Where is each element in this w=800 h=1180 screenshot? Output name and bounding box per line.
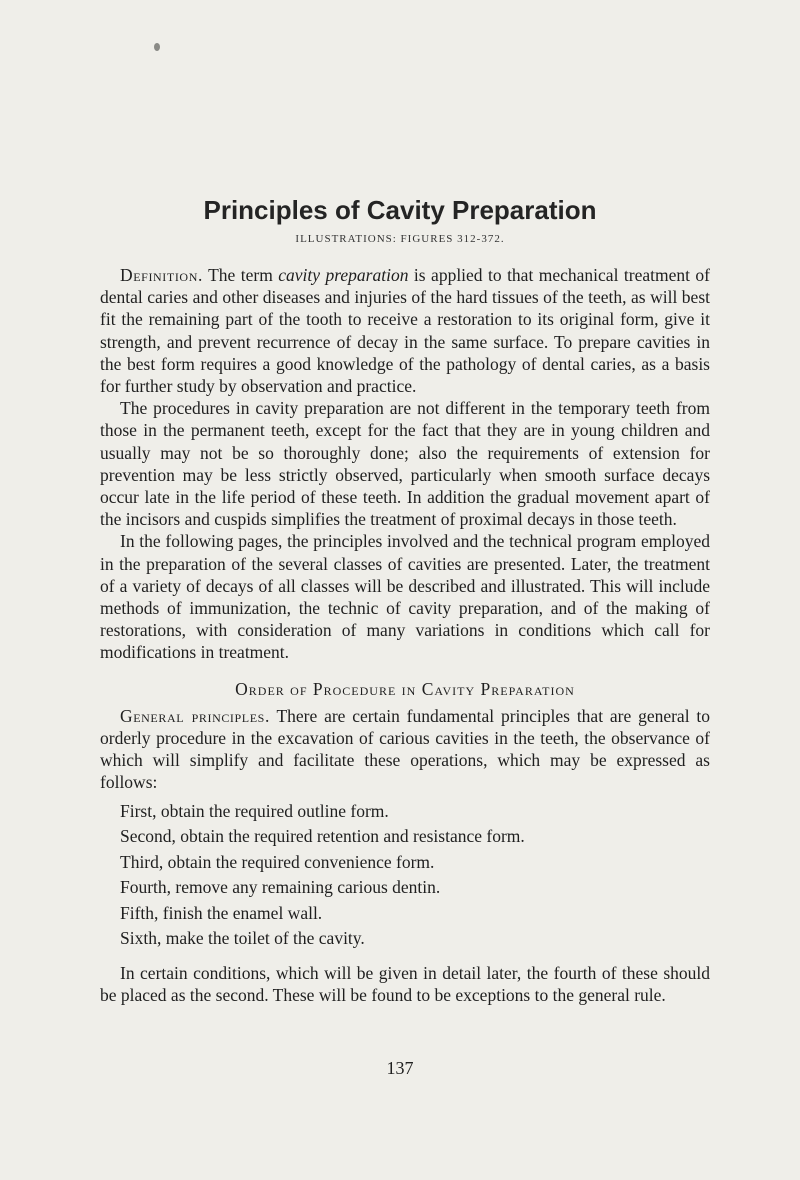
definition-paragraph [100,264,710,397]
general-principles-paragraph [100,705,710,794]
step-item: Second, obtain the required retention and resistance form. [120,826,525,847]
definition-text-b: is applied to that mechanical treatment of dental caries and other diseases and injuries of the hard tissues of the teeth, as will best fit the remaining part of the tooth to receive a restoration to its original form, give it strength, and prevent recurrence of decay in the same surface. To prepare cavities in the best form requires a good knowledge of the pathology of dental caries, as a basis for further study by observation and practice. [100,265,710,397]
procedure-steps [100,799,710,952]
ink-dot [154,43,160,51]
definition-term: cavity preparation [278,265,409,285]
temporary-teeth-paragraph: The procedures in cavity preparation are not different in the temporary teeth from those in the permanent teeth, except for the fact that they are in young children and usually may not be so thoroughly done; also the requirements of extension for prevention may be less strictly observed, particularly when smooth surface decays occur late in the life period of these teeth. In addition the gradual movement apart of the incisors and cuspids simplifies the treatment of proximal decays in those teeth. [100,398,710,530]
general-lead: General principles. [120,705,270,726]
section-heading: Order of Procedure in Cavity Preparation [235,678,575,699]
following-pages-paragraph: In the following pages, the principles involved and the technical program employed in the preparation of the several classes of cavities are presented. Later, the treatment of a variety of decays of all classes will be described and illustrated. This will include methods of immunization, the technic of cavity preparation, and of the making of restorations, with consideration of many variations in conditions which call for modifications in treatment. [100,531,710,663]
body-text [100,264,710,1006]
illustrations-note: ILLUSTRATIONS: FIGURES 312-372. [295,233,505,245]
step-item: Third, obtain the required convenience form. [120,851,435,872]
definition-lead: Definition. [120,265,203,285]
step-item: Fourth, remove any remaining carious dentin. [120,877,441,898]
step-item: Sixth, make the toilet of the cavity. [120,928,365,949]
step-item: First, obtain the required outline form. [120,800,389,821]
definition-text-a: The term [208,265,273,285]
general-text: There are certain fundamental principles that are general to orderly procedure in the excavation of carious cavities in the teeth, the observance of which will simplify and facilitate these operations, which may be expressed as follows: [100,705,711,793]
chapter-title: Principles of Cavity Preparation [203,195,597,225]
page-number: 137 [386,1058,414,1078]
step-item: Fifth, finish the enamel wall. [120,902,323,923]
closing-paragraph: In certain conditions, which will be given in detail later, the fourth of these should be placed as the second. These will be found to be exceptions to the general rule. [100,962,710,1005]
